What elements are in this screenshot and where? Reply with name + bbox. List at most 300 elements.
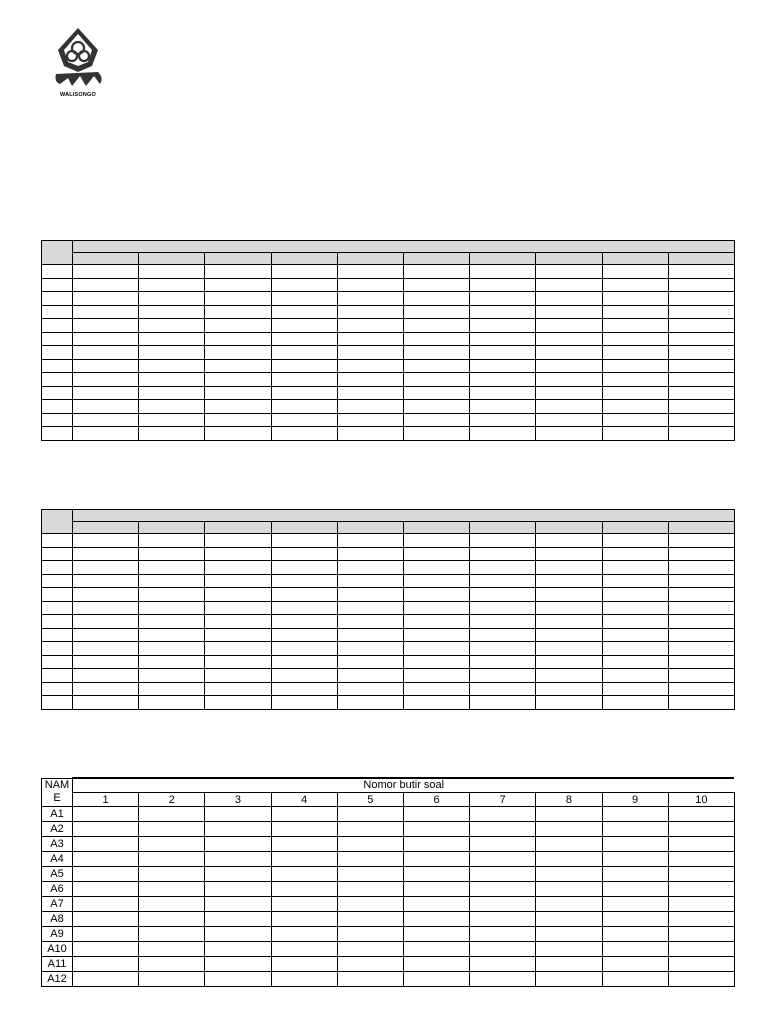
row-label-cell xyxy=(42,601,73,615)
score-cell xyxy=(602,927,668,942)
column-header-cell xyxy=(668,522,734,534)
score-table-body xyxy=(42,778,735,987)
data-cell xyxy=(536,413,602,427)
score-cell xyxy=(205,942,271,957)
score-cell xyxy=(668,882,734,897)
data-cell xyxy=(271,346,337,360)
score-cell xyxy=(337,837,403,852)
score-cell xyxy=(205,927,271,942)
data-cell xyxy=(271,400,337,414)
data-cell xyxy=(602,615,668,629)
score-cell xyxy=(668,942,734,957)
score-cell xyxy=(536,957,602,972)
data-cell xyxy=(271,265,337,279)
walisongo-emblem-icon xyxy=(50,26,106,92)
data-cell xyxy=(602,534,668,548)
table-row xyxy=(42,346,735,360)
data-cell xyxy=(403,278,469,292)
score-cell xyxy=(668,852,734,867)
score-cell xyxy=(73,837,139,852)
data-cell xyxy=(470,400,536,414)
score-cell xyxy=(337,972,403,987)
data-cell xyxy=(271,601,337,615)
data-cell xyxy=(536,332,602,346)
data-cell xyxy=(602,601,668,615)
score-cell xyxy=(602,822,668,837)
data-cell xyxy=(403,547,469,561)
table-row xyxy=(42,305,735,319)
table-row xyxy=(42,927,735,942)
row-label-cell: A11 xyxy=(42,957,73,972)
score-cell xyxy=(337,927,403,942)
score-cell xyxy=(403,852,469,867)
data-cell xyxy=(205,427,271,441)
score-cell xyxy=(337,897,403,912)
data-cell xyxy=(139,332,205,346)
data-cell xyxy=(139,427,205,441)
data-cell xyxy=(470,601,536,615)
data-cell xyxy=(271,332,337,346)
score-cell xyxy=(668,957,734,972)
data-cell xyxy=(668,332,734,346)
data-cell xyxy=(139,346,205,360)
table-row xyxy=(42,655,735,669)
data-cell xyxy=(470,359,536,373)
data-cell xyxy=(602,427,668,441)
data-cell xyxy=(668,655,734,669)
score-cell xyxy=(536,882,602,897)
score-cell xyxy=(205,852,271,867)
data-cell xyxy=(337,359,403,373)
data-cell xyxy=(73,265,139,279)
score-cell xyxy=(73,882,139,897)
data-cell xyxy=(403,574,469,588)
row-label-cell xyxy=(42,574,73,588)
data-cell xyxy=(536,682,602,696)
data-cell xyxy=(470,386,536,400)
data-cell xyxy=(536,427,602,441)
score-cell xyxy=(470,882,536,897)
data-cell xyxy=(536,400,602,414)
data-cell xyxy=(668,400,734,414)
data-cell xyxy=(139,547,205,561)
data-cell xyxy=(271,561,337,575)
score-cell xyxy=(337,912,403,927)
group-header-cell xyxy=(73,241,735,253)
data-cell xyxy=(403,413,469,427)
data-cell xyxy=(403,628,469,642)
data-cell xyxy=(205,601,271,615)
data-cell xyxy=(337,386,403,400)
data-cell xyxy=(271,292,337,306)
score-cell xyxy=(536,927,602,942)
score-cell xyxy=(139,897,205,912)
score-cell xyxy=(271,972,337,987)
data-cell xyxy=(73,588,139,602)
score-cell xyxy=(403,822,469,837)
column-header-cell xyxy=(73,253,139,265)
data-cell xyxy=(271,588,337,602)
data-cell xyxy=(536,601,602,615)
score-cell xyxy=(536,822,602,837)
row-label-cell xyxy=(42,359,73,373)
item-number-header: 4 xyxy=(271,793,337,807)
score-cell xyxy=(337,822,403,837)
data-cell xyxy=(139,642,205,656)
data-cell xyxy=(668,359,734,373)
score-cell xyxy=(470,912,536,927)
score-cell xyxy=(403,807,469,822)
data-cell xyxy=(602,413,668,427)
data-cell xyxy=(602,400,668,414)
table-row xyxy=(42,696,735,710)
score-cell xyxy=(602,972,668,987)
data-cell xyxy=(403,561,469,575)
score-cell xyxy=(271,912,337,927)
table-row xyxy=(42,319,735,333)
table-row xyxy=(42,912,735,927)
score-cell xyxy=(73,972,139,987)
data-cell xyxy=(470,574,536,588)
column-header-cell xyxy=(139,253,205,265)
column-header-cell xyxy=(403,522,469,534)
score-cell xyxy=(337,867,403,882)
score-cell xyxy=(470,822,536,837)
score-cell xyxy=(139,957,205,972)
data-cell xyxy=(139,574,205,588)
data-cell xyxy=(536,265,602,279)
data-cell xyxy=(205,292,271,306)
data-cell xyxy=(536,359,602,373)
score-cell xyxy=(403,957,469,972)
data-cell xyxy=(470,655,536,669)
score-cell xyxy=(205,867,271,882)
data-cell xyxy=(668,628,734,642)
score-cell xyxy=(337,807,403,822)
data-cell xyxy=(470,588,536,602)
data-cell xyxy=(139,588,205,602)
table-row xyxy=(42,897,735,912)
data-cell xyxy=(337,319,403,333)
data-cell xyxy=(139,305,205,319)
data-cell xyxy=(205,642,271,656)
score-cell xyxy=(271,942,337,957)
column-header-cell xyxy=(205,522,271,534)
data-cell xyxy=(73,413,139,427)
data-cell xyxy=(73,346,139,360)
table-row xyxy=(42,561,735,575)
score-cell xyxy=(536,837,602,852)
data-cell xyxy=(668,588,734,602)
column-header-cell xyxy=(668,253,734,265)
data-cell xyxy=(668,615,734,629)
table-row xyxy=(42,278,735,292)
score-cell xyxy=(602,852,668,867)
item-number-header: 5 xyxy=(337,793,403,807)
data-cell xyxy=(602,682,668,696)
row-label-cell xyxy=(42,278,73,292)
data-cell xyxy=(73,386,139,400)
data-cell xyxy=(271,534,337,548)
data-cell xyxy=(536,373,602,387)
data-cell xyxy=(602,561,668,575)
score-cell xyxy=(602,867,668,882)
column-header-cell xyxy=(602,522,668,534)
row-label-cell xyxy=(42,386,73,400)
data-cell xyxy=(205,696,271,710)
data-cell xyxy=(403,292,469,306)
item-number-header: 9 xyxy=(602,793,668,807)
data-cell xyxy=(403,669,469,683)
data-cell xyxy=(668,305,734,319)
data-cell xyxy=(470,373,536,387)
data-cell xyxy=(271,669,337,683)
score-cell xyxy=(73,897,139,912)
score-cell xyxy=(536,897,602,912)
score-cell xyxy=(205,957,271,972)
score-cell xyxy=(668,897,734,912)
data-cell xyxy=(337,642,403,656)
score-cell xyxy=(403,897,469,912)
score-cell xyxy=(668,867,734,882)
score-cell xyxy=(403,942,469,957)
data-cell xyxy=(337,655,403,669)
data-cell xyxy=(668,427,734,441)
data-cell xyxy=(73,642,139,656)
item-number-header: 8 xyxy=(536,793,602,807)
data-cell xyxy=(536,588,602,602)
data-cell xyxy=(205,319,271,333)
data-cell xyxy=(668,413,734,427)
data-cell xyxy=(337,534,403,548)
data-cell xyxy=(536,615,602,629)
data-cell xyxy=(205,574,271,588)
score-cell xyxy=(205,807,271,822)
data-cell xyxy=(205,265,271,279)
row-label-cell: A9 xyxy=(42,927,73,942)
data-cell xyxy=(602,292,668,306)
row-label-cell xyxy=(42,534,73,548)
data-cell xyxy=(73,655,139,669)
table-row xyxy=(42,682,735,696)
data-cell xyxy=(668,561,734,575)
data-cell xyxy=(337,601,403,615)
score-cell xyxy=(470,942,536,957)
data-cell xyxy=(668,534,734,548)
data-cell xyxy=(139,682,205,696)
data-cell xyxy=(337,278,403,292)
column-header-cell xyxy=(271,522,337,534)
data-cell xyxy=(470,561,536,575)
data-cell xyxy=(403,332,469,346)
row-label-cell xyxy=(42,547,73,561)
data-cell xyxy=(536,628,602,642)
table-row xyxy=(42,628,735,642)
score-cell xyxy=(403,972,469,987)
table-row xyxy=(42,332,735,346)
row-label-cell: A7 xyxy=(42,897,73,912)
table-row xyxy=(42,588,735,602)
score-cell xyxy=(139,807,205,822)
score-cell xyxy=(139,822,205,837)
row-label-cell xyxy=(42,682,73,696)
data-cell xyxy=(470,305,536,319)
data-cell xyxy=(73,278,139,292)
data-cell xyxy=(403,305,469,319)
score-cell xyxy=(139,882,205,897)
table-row xyxy=(42,373,735,387)
data-cell xyxy=(403,588,469,602)
empty-table-2 xyxy=(41,509,735,710)
score-cell xyxy=(139,927,205,942)
data-cell xyxy=(470,278,536,292)
table-row xyxy=(42,386,735,400)
data-cell xyxy=(205,413,271,427)
data-cell xyxy=(271,682,337,696)
score-cell xyxy=(470,867,536,882)
table-row xyxy=(42,547,735,561)
score-cell xyxy=(403,912,469,927)
column-header-cell xyxy=(205,253,271,265)
data-cell xyxy=(337,332,403,346)
data-cell xyxy=(536,292,602,306)
data-cell xyxy=(337,373,403,387)
data-cell xyxy=(337,682,403,696)
data-cell xyxy=(470,628,536,642)
university-logo xyxy=(50,26,106,102)
data-cell xyxy=(337,669,403,683)
score-cell xyxy=(73,822,139,837)
data-cell xyxy=(668,292,734,306)
data-cell xyxy=(73,574,139,588)
score-cell xyxy=(337,957,403,972)
score-cell xyxy=(470,807,536,822)
score-cell xyxy=(470,852,536,867)
data-cell xyxy=(403,682,469,696)
row-label-cell xyxy=(42,292,73,306)
item-group-header: Nomor butir soal xyxy=(73,778,735,793)
data-cell xyxy=(470,696,536,710)
table-row xyxy=(42,574,735,588)
score-cell xyxy=(271,837,337,852)
score-cell xyxy=(337,882,403,897)
row-label-cell xyxy=(42,628,73,642)
data-cell xyxy=(470,319,536,333)
data-cell xyxy=(403,346,469,360)
data-cell xyxy=(139,319,205,333)
score-cell xyxy=(536,852,602,867)
data-cell xyxy=(205,547,271,561)
data-cell xyxy=(205,373,271,387)
data-cell xyxy=(403,386,469,400)
score-cell xyxy=(668,927,734,942)
row-label-cell xyxy=(42,346,73,360)
score-cell xyxy=(139,912,205,927)
data-cell xyxy=(536,547,602,561)
data-cell xyxy=(73,332,139,346)
item-number-header: 3 xyxy=(205,793,271,807)
row-label-cell xyxy=(42,642,73,656)
score-cell xyxy=(271,807,337,822)
data-cell xyxy=(73,400,139,414)
score-cell xyxy=(403,927,469,942)
data-cell xyxy=(271,386,337,400)
score-cell xyxy=(403,867,469,882)
score-cell xyxy=(73,912,139,927)
data-cell xyxy=(602,547,668,561)
score-cell xyxy=(73,852,139,867)
data-cell xyxy=(470,534,536,548)
data-cell xyxy=(470,682,536,696)
data-cell xyxy=(139,696,205,710)
data-cell xyxy=(536,561,602,575)
data-cell xyxy=(470,265,536,279)
data-cell xyxy=(271,547,337,561)
score-cell xyxy=(602,942,668,957)
score-cell xyxy=(271,852,337,867)
data-cell xyxy=(337,346,403,360)
table-row xyxy=(42,427,735,441)
score-cell xyxy=(271,897,337,912)
score-cell xyxy=(139,942,205,957)
data-cell xyxy=(668,346,734,360)
row-label-cell xyxy=(42,588,73,602)
score-cell xyxy=(337,942,403,957)
score-cell xyxy=(139,837,205,852)
data-cell xyxy=(271,642,337,656)
column-header-cell xyxy=(470,253,536,265)
row-label-cell xyxy=(42,413,73,427)
data-cell xyxy=(536,346,602,360)
data-cell xyxy=(470,547,536,561)
data-cell xyxy=(337,413,403,427)
row-label-cell xyxy=(42,669,73,683)
data-cell xyxy=(536,655,602,669)
data-cell xyxy=(668,574,734,588)
row-label-cell xyxy=(42,427,73,441)
data-cell xyxy=(139,628,205,642)
score-cell xyxy=(271,867,337,882)
score-cell xyxy=(73,867,139,882)
score-cell xyxy=(139,867,205,882)
data-cell xyxy=(403,615,469,629)
data-cell xyxy=(470,413,536,427)
data-cell xyxy=(73,292,139,306)
score-cell xyxy=(271,822,337,837)
table-1-body xyxy=(42,241,735,441)
score-cell xyxy=(139,972,205,987)
item-number-header: 2 xyxy=(139,793,205,807)
data-cell xyxy=(536,305,602,319)
data-cell xyxy=(337,588,403,602)
data-cell xyxy=(73,601,139,615)
data-cell xyxy=(337,292,403,306)
column-header-cell xyxy=(536,522,602,534)
data-cell xyxy=(205,359,271,373)
data-cell xyxy=(470,292,536,306)
score-cell xyxy=(73,942,139,957)
data-cell xyxy=(470,427,536,441)
data-cell xyxy=(205,332,271,346)
data-cell xyxy=(602,696,668,710)
data-cell xyxy=(602,386,668,400)
data-cell xyxy=(337,427,403,441)
data-cell xyxy=(73,319,139,333)
score-cell xyxy=(536,912,602,927)
column-header-cell xyxy=(602,253,668,265)
row-label-cell xyxy=(42,400,73,414)
data-cell xyxy=(668,265,734,279)
